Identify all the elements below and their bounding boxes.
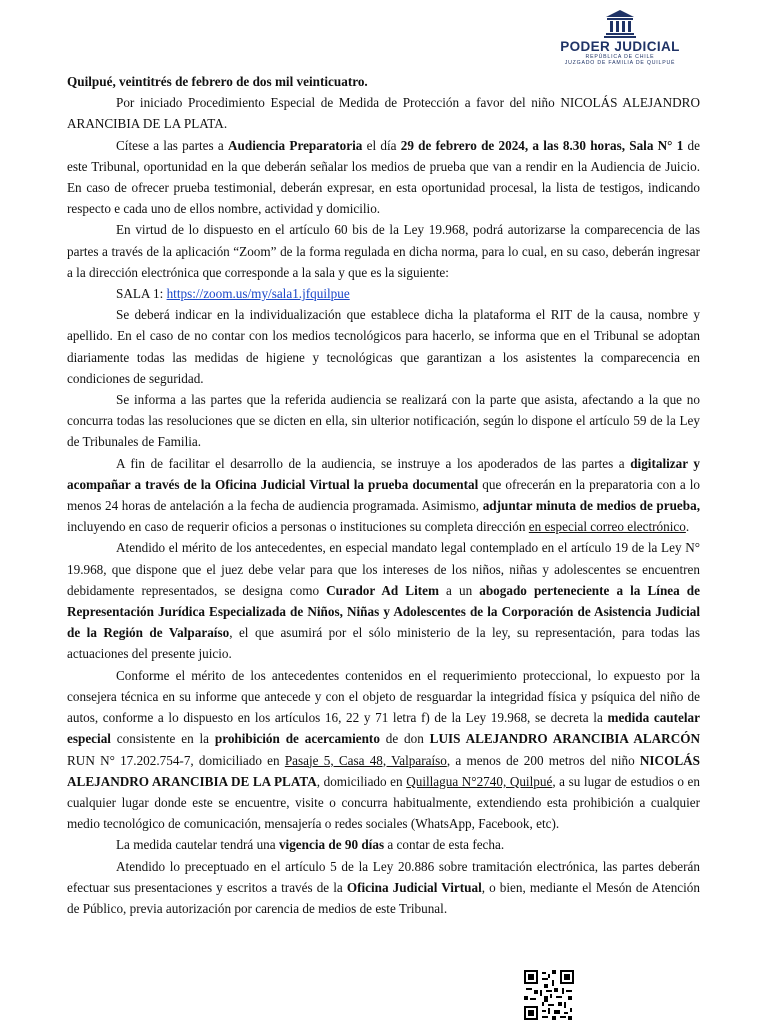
zoom-room-line (67, 283, 700, 304)
zoom-room-link[interactable]: https://zoom.us/my/sala1.jfquilpue (166, 286, 350, 302)
paragraph-protective-measure: Conforme el mérito de los antecedentes contenidos en el requerimiento proteccional, lo expuesto por la consejera técnica en su informe que antecede y con el objeto de resguardar la integridad física y psíquica del niño de autos, conforme a lo dispuesto en los artículos 16, 22 y 71 letra f) de la Ley 19.968, se decreta la medida cautelar especial consistente en la prohibición de acercamiento de don LUIS ALEJANDRO ARANCIBIA ALARCÓN RUN N° 17.202.754-7, domiciliado en Pasaje 5, Casa 48, Valparaíso, a menos de 200 metros del niño NICOLÁS ALEJANDRO ARANCIBIA DE LA PLATA, domiciliado en Quillagua N°2740, Quilpué, a su lugar de estudios o en cualquier lugar donde este se encuentre, visite o concurra habitualmente, extendiendo esta prohibición a cualquier medio tecnológico de comunicación, mensajería o redes sociales (WhatsApp, Facebook, etc). (67, 667, 700, 832)
paragraph-identification: Se deberá indicar en la individualización que establece dicha la plataforma el RIT de la causa, nombre y apellido. En el caso de no contar con los medios tecnológicos para hacerlo, se informa que en el Tribunal se adoptan diariamente todas las medidas de higiene y tecnológicas que garantizan a los asistentes la comparecencia en condiciones de seguridad. (67, 307, 700, 386)
org-subtitle-court: JUZGADO DE FAMILIA DE QUILPUÉ (564, 60, 676, 66)
org-subtitle-country: REPÚBLICA DE CHILE (585, 54, 655, 60)
paragraph-validity: La medida cautelar tendrá una vigencia de 90 días a contar de esta fecha. (116, 837, 505, 853)
paragraph-curator: Atendido el mérito de los antecedentes, en especial mandato legal contemplado en el artículo 19 de la Ley N° 19.968, que dispone que el juez debe velar para que los intereses de los niños, niñas y adolescentes se encuentren debidamente representados, se designa como Curador Ad Litem a un abogado perteneciente a la Línea de Representación Jurídica Especializada de Niños, Niñas y Adolescentes de la Corporación de Asistencia Judicial de la Región de Valparaíso, el que asumirá por el sólo ministerio de la ley, su representación, para todas las actuaciones del presente juicio. (67, 540, 701, 662)
date-line: Quilpué, veintitrés de febrero de dos mil veinticuatro. (67, 74, 368, 89)
courthouse-logo-icon (602, 8, 638, 38)
paragraph-attendance: Se informa a las partes que la referida audiencia se realizará con la parte que asista, afectando a la que no concurra todas las resoluciones que se dicten en ella, sin ulterior notificación, según lo dispone el artículo 59 de la Ley de Tribunales de Familia. (67, 392, 700, 450)
resolution-body (67, 71, 700, 919)
org-name: PODER JUDICIAL (560, 39, 680, 54)
paragraph-hearing-citation: Cítese a las partes a Audiencia Preparatoria el día 29 de febrero de 2024, a las 8.30 horas, Sala N° 1 de este Tribunal, oportunidad en la que deberán señalar los medios de prueba que van a rendir en la Audiencia de Juicio. En caso de ofrecer prueba testimonial, deberán expresar, en esta oportunidad procesal, la lista de testigos, indicando respecto e cada uno de ellos nombre, actividad y domicilio. (67, 137, 700, 217)
paragraph-zoom: En virtud de lo dispuesto en el artículo 60 bis de la Ley 19.968, podrá autorizarse la comparecencia de las partes a través de la aplicación “Zoom” de la forma regulada en dicha norma, para lo cual, en su caso, deberán ingresar a la dirección electrónica que corresponde a la sala y que es la siguiente: (67, 222, 700, 280)
poder-judicial-logo (552, 8, 688, 66)
paragraph-electronic-filing: Atendido lo preceptuado en el artículo 5 de la Ley 20.886 sobre tramitación electrónica, las partes deberán efectuar sus presentaciones y escritos a través de la Oficina Judicial Virtual, o bien, mediante el Mesón de Atención de Público, previa autorización por carencia de medios de este Tribunal. (67, 858, 700, 916)
paragraph-documents: A fin de facilitar el desarrollo de la audiencia, se instruye a los apoderados de las partes a digitalizar y acompañar a través de la Oficina Judicial Virtual la prueba documental que ofrecerán en la preparatoria con a lo menos 24 horas de antelación a la fecha de audiencia programada. Asimismo, adjuntar minuta de medios de prueba, incluyendo en caso de requerir oficios a personas o instituciones su completa dirección en especial correo electrónico. (67, 455, 701, 535)
paragraph-initiation: Por iniciado Procedimiento Especial de Medida de Protección a favor del niño NICOLÁS ALEJANDRO ARANCIBIA DE LA PLATA. (67, 95, 700, 132)
qr-code-icon (524, 970, 574, 1020)
zoom-room-label: SALA 1: (116, 286, 167, 302)
